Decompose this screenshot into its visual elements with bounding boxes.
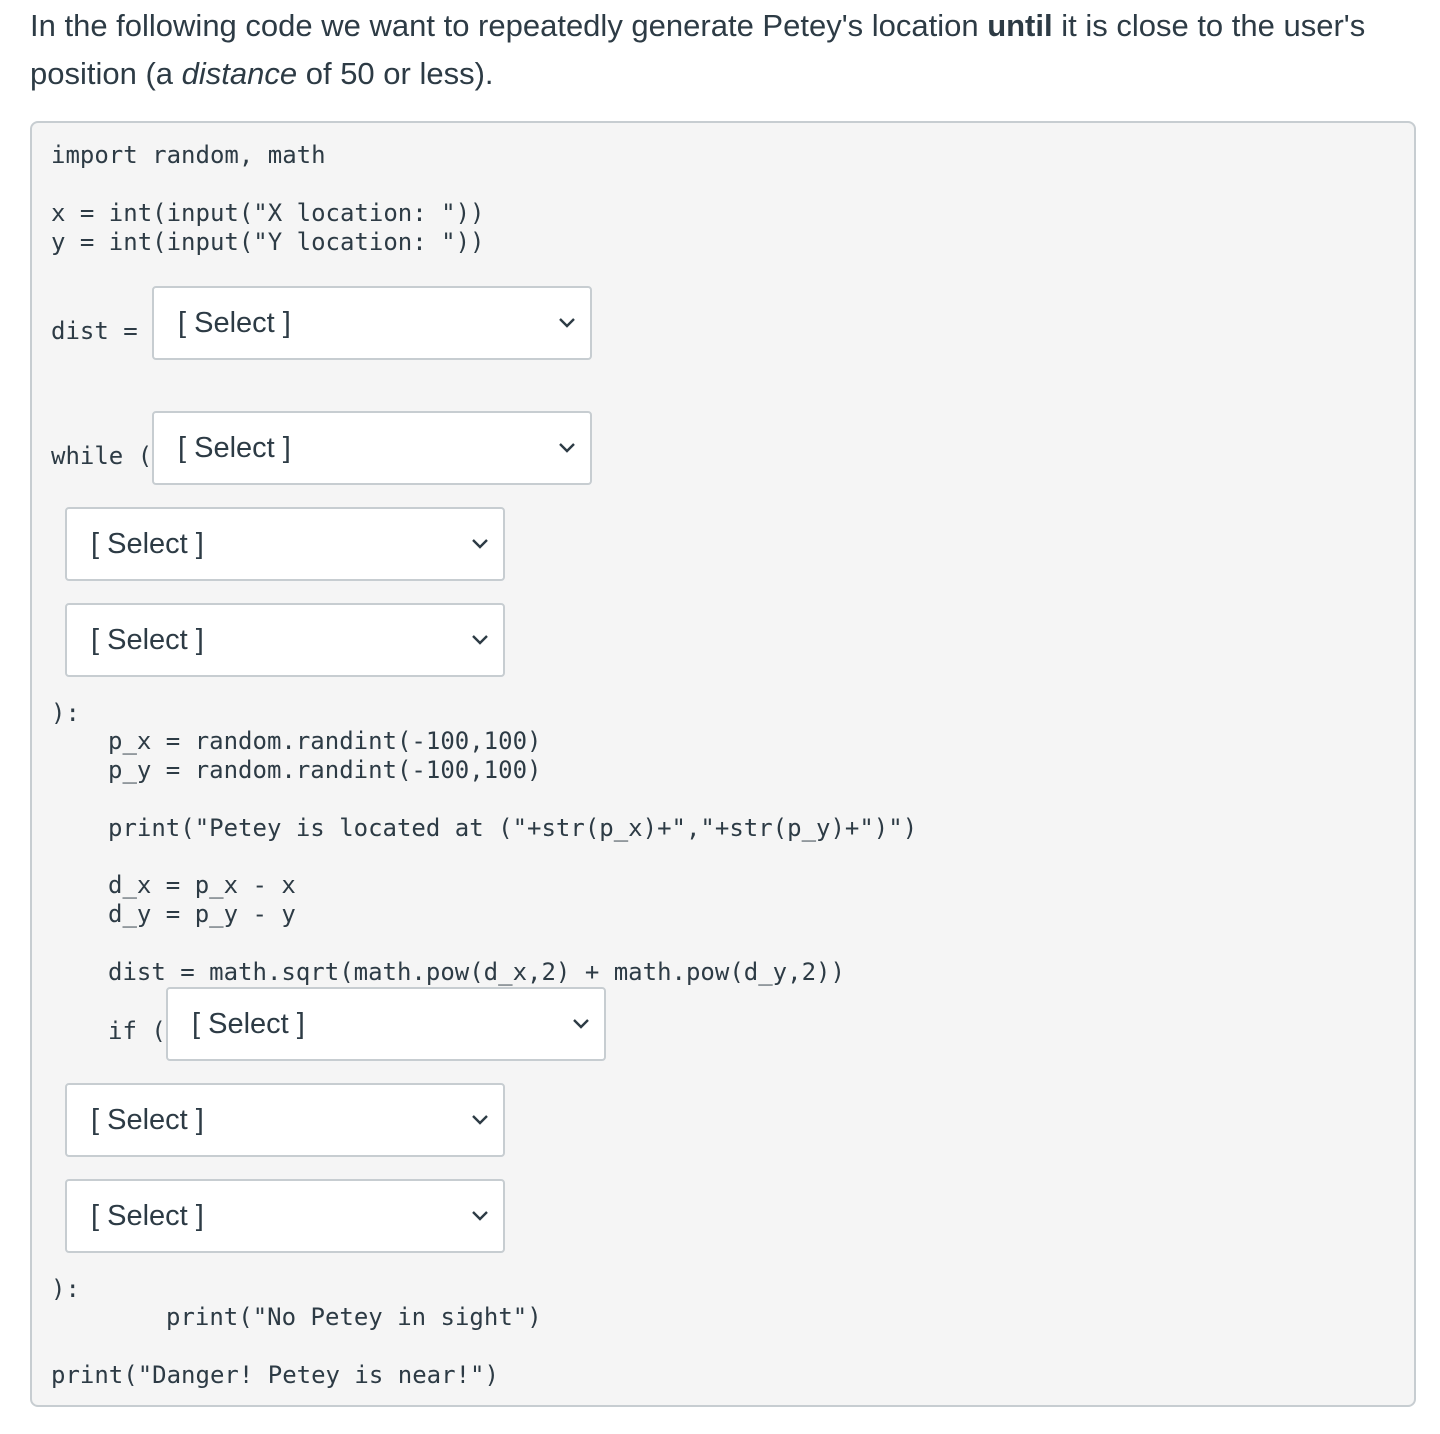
while-condition-dropdown-2[interactable] bbox=[65, 507, 505, 581]
question-text-3: of 50 or less). bbox=[297, 56, 494, 91]
if-condition-dropdown-3[interactable] bbox=[65, 1179, 505, 1253]
question-italic-distance: distance bbox=[181, 56, 298, 91]
code-dist-prefix: dist = bbox=[51, 317, 138, 345]
question-text-1: In the following code we want to repeatedly generate Petey's location bbox=[30, 8, 988, 43]
if-condition-dropdown-1-label: [ Select ] bbox=[192, 1008, 305, 1040]
while-condition-dropdown-3-label: [ Select ] bbox=[91, 624, 204, 656]
code-print-danger-line: print("Danger! Petey is near!") bbox=[51, 1361, 499, 1389]
code-print-no-petey-line: print("No Petey in sight") bbox=[166, 1303, 542, 1331]
question-prompt bbox=[30, 2, 1420, 98]
code-px-line: p_x = random.randint(-100,100) bbox=[108, 727, 542, 755]
while-condition-dropdown-3[interactable] bbox=[65, 603, 505, 677]
code-dy-line: d_y = p_y - y bbox=[108, 900, 296, 928]
code-dist-calc-line: dist = math.sqrt(math.pow(d_x,2) + math.pow(d_y,2)) bbox=[108, 958, 845, 986]
if-condition-dropdown-3-label: [ Select ] bbox=[91, 1200, 204, 1232]
dist-value-dropdown-label: [ Select ] bbox=[178, 307, 291, 339]
if-condition-dropdown-2[interactable] bbox=[65, 1083, 505, 1157]
chevron-down-icon bbox=[471, 1209, 489, 1223]
dist-value-dropdown[interactable] bbox=[152, 286, 592, 360]
code-print-located-line: print("Petey is located at ("+str(p_x)+","+str(p_y)+")") bbox=[108, 814, 918, 842]
code-close-paren-while: ): bbox=[51, 699, 80, 727]
chevron-down-icon bbox=[471, 1113, 489, 1127]
code-block bbox=[30, 121, 1416, 1407]
code-if-prefix: if ( bbox=[108, 1017, 166, 1045]
question-bold-until: until bbox=[987, 8, 1053, 43]
chevron-down-icon bbox=[572, 1017, 590, 1031]
chevron-down-icon bbox=[471, 537, 489, 551]
code-import-line: import random, math bbox=[51, 141, 326, 169]
code-x-input-line: x = int(input("X location: ")) bbox=[51, 199, 485, 227]
code-py-line: p_y = random.randint(-100,100) bbox=[108, 756, 542, 784]
code-close-paren-if: ): bbox=[51, 1275, 80, 1303]
if-condition-dropdown-2-label: [ Select ] bbox=[91, 1104, 204, 1136]
code-y-input-line: y = int(input("Y location: ")) bbox=[51, 228, 485, 256]
question-text-2: it is close to the user's position (a bbox=[30, 8, 1366, 91]
if-condition-dropdown-1[interactable] bbox=[166, 987, 606, 1061]
chevron-down-icon bbox=[558, 441, 576, 455]
chevron-down-icon bbox=[471, 633, 489, 647]
code-dx-line: d_x = p_x - x bbox=[108, 871, 296, 899]
chevron-down-icon bbox=[558, 316, 576, 330]
while-condition-dropdown-2-label: [ Select ] bbox=[91, 528, 204, 560]
while-condition-dropdown-1-label: [ Select ] bbox=[178, 432, 291, 464]
code-while-prefix: while ( bbox=[51, 442, 153, 470]
while-condition-dropdown-1[interactable] bbox=[152, 411, 592, 485]
